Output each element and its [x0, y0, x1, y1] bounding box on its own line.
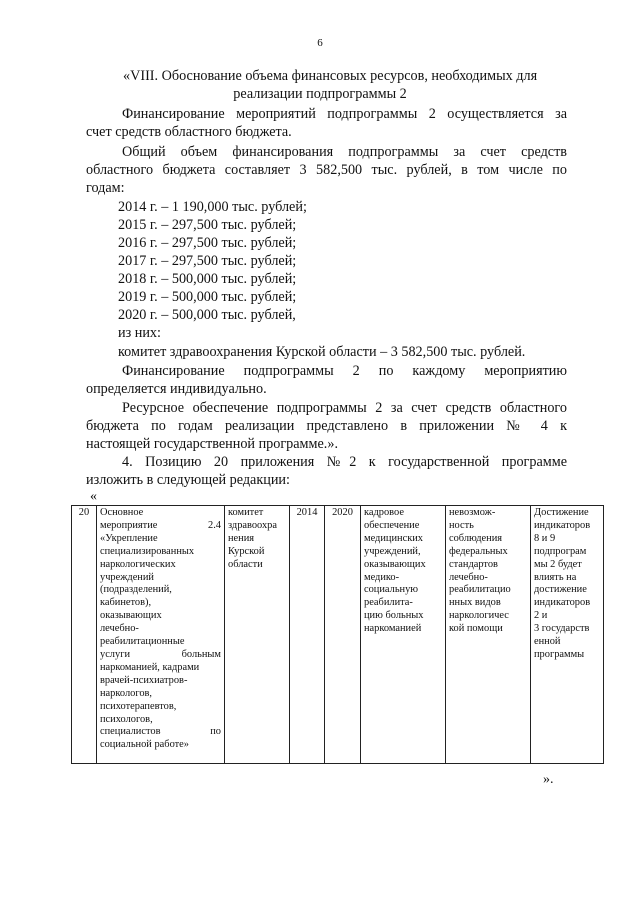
- activity-line: наркоманией, кадрами: [100, 661, 200, 673]
- indicators-line: 8 и 9: [534, 532, 556, 544]
- paragraph-5-line-1: 4. Позицию 20 приложения №2 к государственной программе: [122, 454, 567, 470]
- paragraph-2-line-3: годам:: [86, 180, 125, 196]
- year-line-2015: 2015 г. – 297,500 тыс. рублей;: [118, 217, 297, 233]
- closing-quote: ».: [543, 772, 554, 787]
- page-number: 6: [317, 37, 323, 49]
- paragraph-3-line-1: Финансирование подпрограммы 2 по каждому мероприятию: [122, 363, 567, 379]
- paragraph-1-line-1: Финансирование мероприятий подпрограммы 2 осуществляется за: [122, 106, 567, 122]
- cell-expected-result: [361, 506, 446, 764]
- cell-indicators: [531, 506, 604, 764]
- activity-table: [71, 505, 604, 764]
- indicators-line: достижение: [534, 584, 587, 596]
- cell-executor: [225, 506, 290, 764]
- activity-line: «Укрепление: [100, 532, 158, 544]
- paragraph-2-line-1: Общий объем финансирования подпрограммы за счет средств: [122, 144, 567, 160]
- consequences-line: невозмож-: [449, 507, 496, 518]
- activity-line: социальной работе»: [100, 739, 189, 751]
- committee-line: комитет здравоохранения Курской области – 3 582,500 тыс. рублей.: [118, 344, 526, 360]
- year-line-2020: 2020 г. – 500,000 тыс. рублей,: [118, 307, 296, 323]
- result-line: цию больных: [364, 610, 424, 622]
- indicators-line: программы: [534, 648, 585, 660]
- end-year: 2020: [332, 507, 353, 518]
- result-line: оказывающих: [364, 558, 426, 570]
- indicators-line: 3 государств: [534, 623, 590, 635]
- activity-line: мероприятие 2.4: [100, 519, 221, 531]
- result-line: социальную: [364, 584, 419, 596]
- paragraph-4-line-3: настоящей государственной программе.».: [86, 436, 338, 452]
- paragraph-5-line-2: изложить в следующей редакции:: [86, 472, 290, 488]
- paragraph-1-line-2: счет средств областного бюджета.: [86, 124, 292, 140]
- section-heading-line-2: реализации подпрограммы 2: [233, 86, 407, 102]
- activity-line: (подразделений,: [100, 584, 172, 596]
- row-number: 20: [78, 507, 90, 518]
- executor-line: комитет: [228, 507, 264, 518]
- consequences-line: ность: [449, 519, 474, 531]
- cell-start-year: [290, 506, 325, 764]
- activity-line: специализированных: [100, 545, 195, 557]
- year-line-2014: 2014 г. – 1 190,000 тыс. рублей;: [118, 199, 307, 215]
- result-line: кадровое: [364, 507, 404, 518]
- executor-line: здравоохра: [228, 519, 277, 531]
- activity-line: Основное: [100, 507, 144, 518]
- year-line-2019: 2019 г. – 500,000 тыс. рублей;: [118, 289, 297, 305]
- activity-line: наркологических: [100, 558, 176, 570]
- consequences-line: стандартов: [449, 558, 498, 570]
- indicators-line: 2 и: [534, 610, 548, 622]
- indicators-line: индикаторов: [534, 519, 591, 531]
- activity-line: врачей-психиатров-: [100, 674, 188, 686]
- executor-line: области: [228, 558, 263, 570]
- indicators-line: мы 2 будет: [534, 558, 582, 570]
- paragraph-4-line-1: Ресурсное обеспечение подпрограммы 2 за счет средств областного: [122, 400, 567, 416]
- activity-line: учреждений: [100, 571, 154, 583]
- year-line-2016: 2016 г. – 297,500 тыс. рублей;: [118, 235, 297, 251]
- activity-line: реабилитационные: [100, 636, 185, 648]
- start-year: 2014: [296, 507, 318, 518]
- activity-line: специалистов по: [100, 726, 221, 738]
- indicators-line: Достижение: [534, 507, 589, 518]
- result-line: наркоманией: [364, 623, 422, 635]
- consequences-line: соблюдения: [449, 532, 503, 544]
- indicators-line: индикаторов: [534, 597, 591, 609]
- consequences-line: федеральных: [449, 545, 508, 557]
- cell-end-year: [325, 506, 361, 764]
- result-line: учреждений,: [364, 545, 421, 557]
- consequences-line: кой помощи: [449, 623, 503, 635]
- paragraph-3-line-2: определяется индивидуально.: [86, 381, 267, 397]
- result-line: медико-: [364, 571, 400, 583]
- year-line-2018: 2018 г. – 500,000 тыс. рублей;: [118, 271, 297, 287]
- indicators-line: енной: [534, 636, 561, 648]
- cell-consequences: [446, 506, 531, 764]
- result-line: медицинских: [364, 532, 423, 544]
- executor-line: нения: [228, 532, 255, 544]
- result-line: реабилита-: [364, 597, 413, 609]
- cell-activity: [97, 506, 225, 764]
- result-line: обеспечение: [364, 519, 420, 531]
- activity-line: кабинетов),: [100, 597, 152, 609]
- activity-line: оказывающих: [100, 610, 162, 622]
- activity-line: психологов,: [100, 713, 153, 725]
- of-them-label: из них:: [118, 325, 161, 341]
- paragraph-2-line-2: областного бюджета составляет 3 582,500 тыс. рублей, в том числе по: [86, 162, 567, 178]
- consequences-line: наркологичес: [449, 610, 509, 622]
- section-heading-line-1: «VIII. Обоснование объема финансовых ресурсов, необходимых для: [123, 68, 538, 84]
- activity-line: наркологов,: [100, 687, 153, 699]
- activity-line: лечебно-: [100, 623, 139, 635]
- activity-line: услуги больным: [100, 648, 221, 660]
- table-row: [72, 506, 604, 764]
- executor-line: Курской: [228, 545, 265, 557]
- consequences-line: нных видов: [449, 597, 501, 609]
- year-line-2017: 2017 г. – 297,500 тыс. рублей;: [118, 253, 297, 269]
- opening-quote: «: [90, 489, 97, 504]
- cell-number: [72, 506, 97, 764]
- indicators-line: подпрограм: [534, 545, 587, 557]
- paragraph-4-line-2: бюджета по годам реализации представлено в приложении № 4 к: [86, 418, 567, 434]
- indicators-line: влиять на: [534, 571, 577, 583]
- activity-line: психотерапевтов,: [100, 700, 177, 712]
- consequences-line: лечебно-: [449, 571, 488, 583]
- consequences-line: реабилитацио: [449, 584, 511, 596]
